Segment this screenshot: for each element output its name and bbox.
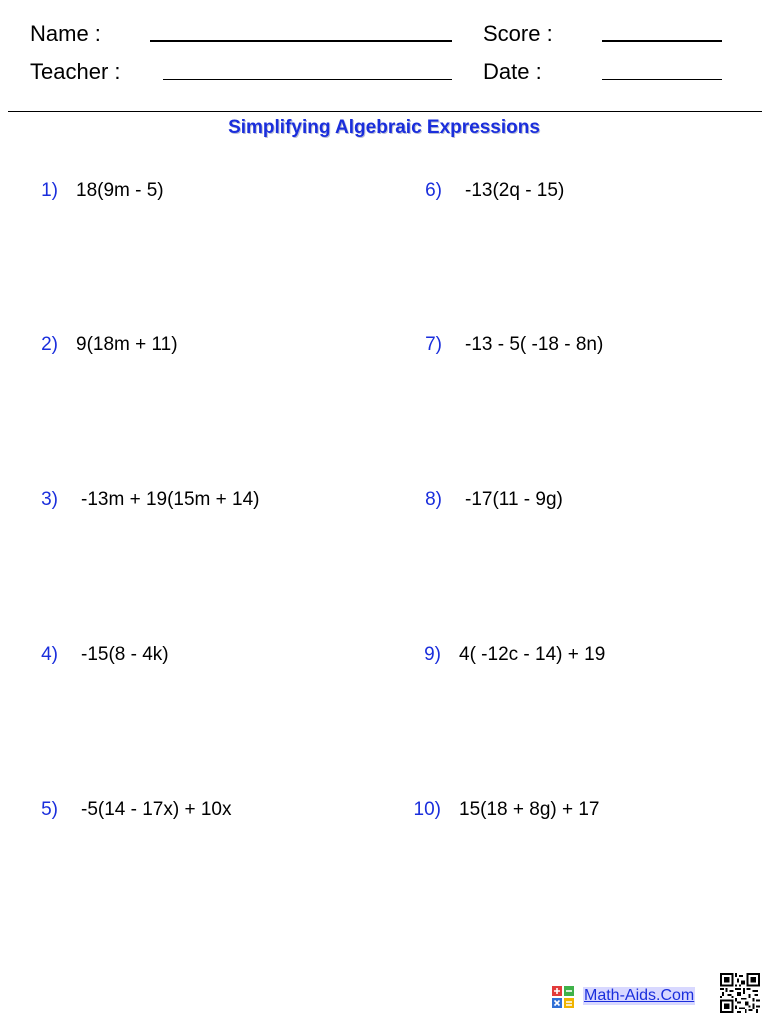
problem-5 <box>41 799 232 821</box>
score-label: Score : <box>483 21 553 46</box>
problem-7 <box>425 334 604 356</box>
problem-expression: 4( -12c - 14) + 19 <box>459 644 606 665</box>
problem-expression: -13 - 5( -18 - 8n) <box>465 334 604 355</box>
problem-3 <box>41 489 260 511</box>
problem-expression: 9(18m + 11) <box>76 334 178 355</box>
problem-number: 8) <box>425 489 442 510</box>
problem-number: 7) <box>425 334 442 355</box>
problem-number: 1) <box>41 180 58 201</box>
problem-number: 4) <box>41 644 58 665</box>
problem-9 <box>424 644 606 666</box>
teacher-label: Teacher : <box>30 59 121 84</box>
problem-expression: -5(14 - 17x) + 10x <box>81 799 232 820</box>
name-label: Name : <box>30 21 101 46</box>
qr-code-icon <box>720 973 760 1013</box>
problem-number: 3) <box>41 489 58 510</box>
date-line[interactable] <box>602 79 722 80</box>
calculator-icon <box>552 986 574 1008</box>
problem-number: 2) <box>41 334 58 355</box>
problem-4 <box>41 644 169 666</box>
problem-expression: -13(2q - 15) <box>465 180 565 201</box>
problem-expression: -17(11 - 9g) <box>465 489 563 510</box>
problem-number: 5) <box>41 799 58 820</box>
date-label: Date : <box>483 59 542 84</box>
problem-6 <box>425 180 565 202</box>
problem-10 <box>413 799 600 821</box>
problem-expression: 18(9m - 5) <box>76 180 164 201</box>
score-line[interactable] <box>602 40 722 42</box>
teacher-line[interactable] <box>163 79 452 80</box>
problem-number: 9) <box>424 644 441 665</box>
problem-expression: 15(18 + 8g) + 17 <box>459 799 600 820</box>
name-line[interactable] <box>150 40 452 42</box>
problem-expression: -13m + 19(15m + 14) <box>81 489 260 510</box>
problem-8 <box>425 489 563 511</box>
header-divider <box>8 111 762 112</box>
problem-2 <box>41 334 178 356</box>
problem-1 <box>41 180 164 202</box>
problem-number: 6) <box>425 180 442 201</box>
problem-expression: -15(8 - 4k) <box>81 644 169 665</box>
problem-number: 10) <box>413 799 441 820</box>
math-aids-link[interactable]: Math-Aids.Com <box>584 987 695 1004</box>
worksheet-title: Simplifying Algebraic Expressions <box>228 117 540 138</box>
